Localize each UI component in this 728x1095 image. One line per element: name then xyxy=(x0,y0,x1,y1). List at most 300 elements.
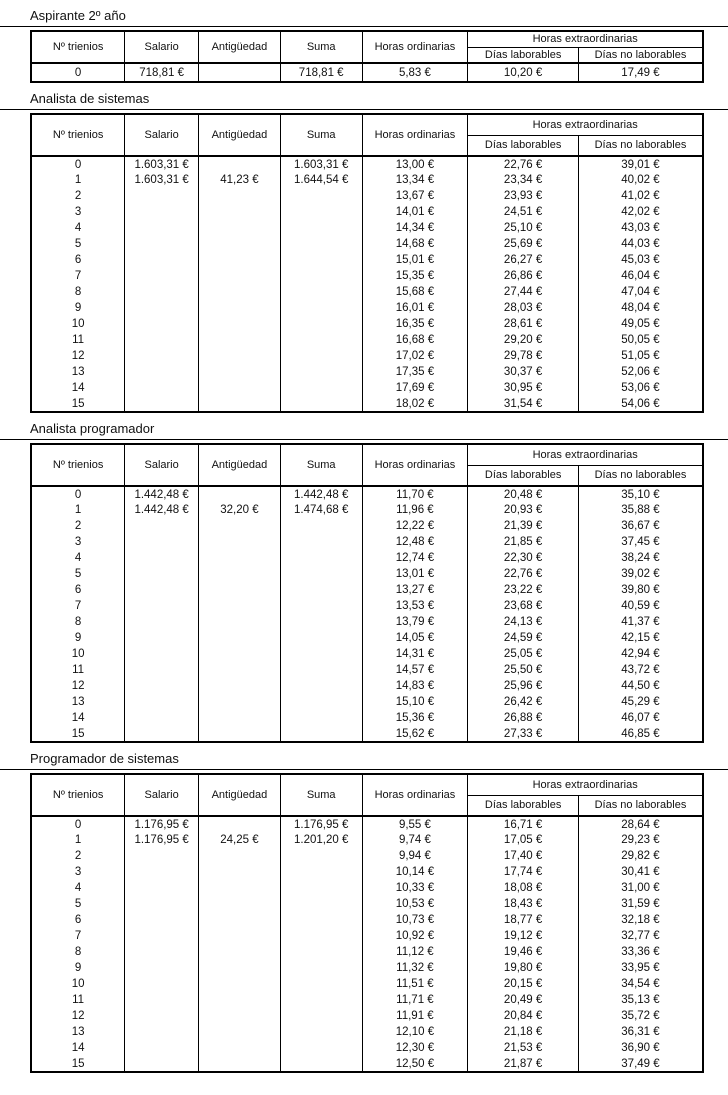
table-cell: 15,36 € xyxy=(362,710,468,726)
table-cell: 46,85 € xyxy=(578,726,703,742)
table-row xyxy=(31,534,703,550)
table-cell xyxy=(125,188,199,204)
table-cell: 8 xyxy=(31,614,125,630)
table-cell: 12,22 € xyxy=(362,518,468,534)
table-cell xyxy=(199,534,281,550)
col-header-salario: Salario xyxy=(125,31,199,63)
col-header-dias-no-laborables: Días no laborables xyxy=(578,795,703,816)
table-cell xyxy=(125,204,199,220)
table-cell: 34,54 € xyxy=(578,976,703,992)
table-body xyxy=(31,816,703,1072)
table-cell xyxy=(125,614,199,630)
table-cell: 27,33 € xyxy=(468,726,579,742)
table-cell xyxy=(280,960,362,976)
table-cell: 23,34 € xyxy=(468,172,579,188)
table-header xyxy=(31,444,703,486)
table-cell: 25,96 € xyxy=(468,678,579,694)
table-cell: 2 xyxy=(31,848,125,864)
table-row xyxy=(31,816,703,832)
table-cell: 11,32 € xyxy=(362,960,468,976)
table-cell: 17,02 € xyxy=(362,348,468,364)
table-body xyxy=(31,156,703,412)
table-cell: 10,33 € xyxy=(362,880,468,896)
table-row xyxy=(31,694,703,710)
table-cell: 45,03 € xyxy=(578,252,703,268)
table-cell xyxy=(199,332,281,348)
table-cell xyxy=(125,566,199,582)
table-wrapper xyxy=(0,27,728,83)
table-cell xyxy=(280,566,362,582)
table-cell: 31,00 € xyxy=(578,880,703,896)
table-row xyxy=(31,1056,703,1072)
table-cell: 26,88 € xyxy=(468,710,579,726)
table-cell: 1.442,48 € xyxy=(125,502,199,518)
table-cell: 5 xyxy=(31,236,125,252)
table-cell: 13,67 € xyxy=(362,188,468,204)
table-cell: 2 xyxy=(31,188,125,204)
table-row xyxy=(31,614,703,630)
table-cell xyxy=(199,396,281,412)
table-cell: 28,64 € xyxy=(578,816,703,832)
col-header-horas-ordinarias: Horas ordinarias xyxy=(362,31,468,63)
table-cell: 13,53 € xyxy=(362,598,468,614)
table-cell: 7 xyxy=(31,928,125,944)
table-cell: 33,95 € xyxy=(578,960,703,976)
sections-container xyxy=(0,6,728,1073)
table-cell: 18,43 € xyxy=(468,896,579,912)
table-row xyxy=(31,880,703,896)
table-cell: 14,83 € xyxy=(362,678,468,694)
table-cell xyxy=(199,268,281,284)
table-cell xyxy=(280,204,362,220)
table-cell xyxy=(125,268,199,284)
table-cell: 39,01 € xyxy=(578,156,703,172)
table-cell: 44,50 € xyxy=(578,678,703,694)
table-cell xyxy=(125,582,199,598)
col-group-horas-extraordinarias: Horas extraordinarias xyxy=(468,31,703,47)
table-cell xyxy=(199,944,281,960)
table-cell: 10 xyxy=(31,316,125,332)
table-cell: 16,35 € xyxy=(362,316,468,332)
table-cell: 11 xyxy=(31,662,125,678)
table-cell: 1 xyxy=(31,832,125,848)
table-cell: 1.603,31 € xyxy=(125,156,199,172)
table-cell: 32,77 € xyxy=(578,928,703,944)
table-cell xyxy=(199,598,281,614)
table-row xyxy=(31,550,703,566)
table-cell xyxy=(199,614,281,630)
table-cell: 16,71 € xyxy=(468,816,579,832)
table-cell xyxy=(199,204,281,220)
table-cell: 51,05 € xyxy=(578,348,703,364)
table-cell xyxy=(199,220,281,236)
table-cell: 39,80 € xyxy=(578,582,703,598)
table-cell: 46,04 € xyxy=(578,268,703,284)
table-row xyxy=(31,944,703,960)
table-cell: 11 xyxy=(31,992,125,1008)
table-cell xyxy=(280,598,362,614)
col-header-suma: Suma xyxy=(280,774,362,816)
table-cell xyxy=(125,1056,199,1072)
table-row xyxy=(31,172,703,188)
table-cell xyxy=(125,630,199,646)
table-cell: 9,94 € xyxy=(362,848,468,864)
table-cell xyxy=(125,662,199,678)
table-cell: 36,31 € xyxy=(578,1024,703,1040)
table-cell: 43,03 € xyxy=(578,220,703,236)
table-cell: 48,04 € xyxy=(578,300,703,316)
table-row xyxy=(31,582,703,598)
table-cell xyxy=(125,864,199,880)
table-cell xyxy=(199,1056,281,1072)
col-header-suma: Suma xyxy=(280,114,362,156)
table-row xyxy=(31,646,703,662)
table-row xyxy=(31,976,703,992)
table-cell: 10,20 € xyxy=(468,63,579,82)
table-cell: 10,14 € xyxy=(362,864,468,880)
table-cell xyxy=(199,1024,281,1040)
table-cell xyxy=(280,630,362,646)
table-row xyxy=(31,204,703,220)
table-cell xyxy=(125,550,199,566)
table-cell: 43,72 € xyxy=(578,662,703,678)
table-cell xyxy=(280,646,362,662)
table-cell xyxy=(199,582,281,598)
col-header-antiguedad: Antigüedad xyxy=(199,444,281,486)
table-cell: 12,74 € xyxy=(362,550,468,566)
salary-table xyxy=(30,773,704,1073)
table-cell: 9 xyxy=(31,630,125,646)
table-cell: 16,01 € xyxy=(362,300,468,316)
table-cell: 22,76 € xyxy=(468,156,579,172)
table-cell: 4 xyxy=(31,550,125,566)
table-cell xyxy=(280,710,362,726)
table-cell: 22,76 € xyxy=(468,566,579,582)
table-cell: 7 xyxy=(31,598,125,614)
table-cell: 26,42 € xyxy=(468,694,579,710)
table-cell: 15 xyxy=(31,1056,125,1072)
table-row xyxy=(31,678,703,694)
col-header-suma: Suma xyxy=(280,444,362,486)
table-cell: 37,49 € xyxy=(578,1056,703,1072)
table-cell xyxy=(125,518,199,534)
table-cell: 24,59 € xyxy=(468,630,579,646)
table-cell: 30,37 € xyxy=(468,364,579,380)
table-row xyxy=(31,960,703,976)
table-cell: 1.442,48 € xyxy=(125,486,199,502)
table-cell xyxy=(199,896,281,912)
table-cell xyxy=(280,268,362,284)
table-row xyxy=(31,268,703,284)
col-header-trienios: Nº trienios xyxy=(31,774,125,816)
table-cell xyxy=(125,300,199,316)
table-row xyxy=(31,1024,703,1040)
section-title: Aspirante 2º año xyxy=(0,6,728,27)
table-header xyxy=(31,774,703,816)
table-cell: 9,74 € xyxy=(362,832,468,848)
table-row xyxy=(31,316,703,332)
table-row xyxy=(31,566,703,582)
table-cell xyxy=(199,678,281,694)
table-cell: 21,87 € xyxy=(468,1056,579,1072)
table-cell xyxy=(199,252,281,268)
table-cell: 20,84 € xyxy=(468,1008,579,1024)
table-cell: 24,13 € xyxy=(468,614,579,630)
col-header-dias-laborables: Días laborables xyxy=(468,465,579,486)
table-cell: 11 xyxy=(31,332,125,348)
table-cell: 13 xyxy=(31,694,125,710)
table-header xyxy=(31,114,703,156)
table-cell: 35,72 € xyxy=(578,1008,703,1024)
table-cell: 23,22 € xyxy=(468,582,579,598)
table-cell: 2 xyxy=(31,518,125,534)
table-cell xyxy=(125,236,199,252)
col-header-trienios: Nº trienios xyxy=(31,114,125,156)
col-header-antiguedad: Antigüedad xyxy=(199,774,281,816)
col-header-horas-ordinarias: Horas ordinarias xyxy=(362,774,468,816)
table-cell: 3 xyxy=(31,864,125,880)
salary-section xyxy=(0,6,728,83)
table-cell xyxy=(280,1024,362,1040)
table-cell xyxy=(280,694,362,710)
table-row xyxy=(31,380,703,396)
table-cell: 25,10 € xyxy=(468,220,579,236)
table-cell xyxy=(280,188,362,204)
col-header-salario: Salario xyxy=(125,444,199,486)
table-cell: 20,15 € xyxy=(468,976,579,992)
col-header-salario: Salario xyxy=(125,114,199,156)
table-cell: 20,48 € xyxy=(468,486,579,502)
table-cell: 15 xyxy=(31,726,125,742)
table-cell: 53,06 € xyxy=(578,380,703,396)
table-cell: 28,61 € xyxy=(468,316,579,332)
table-cell: 35,13 € xyxy=(578,992,703,1008)
table-cell xyxy=(199,646,281,662)
table-cell xyxy=(280,614,362,630)
table-cell xyxy=(280,662,362,678)
table-cell: 13,01 € xyxy=(362,566,468,582)
table-cell: 10,53 € xyxy=(362,896,468,912)
table-cell xyxy=(199,960,281,976)
table-cell: 6 xyxy=(31,252,125,268)
table-cell xyxy=(199,300,281,316)
table-cell xyxy=(125,1008,199,1024)
table-cell: 32,20 € xyxy=(199,502,281,518)
table-cell xyxy=(280,300,362,316)
table-cell: 10 xyxy=(31,646,125,662)
table-cell: 50,05 € xyxy=(578,332,703,348)
table-row xyxy=(31,518,703,534)
table-cell: 42,02 € xyxy=(578,204,703,220)
table-cell xyxy=(280,380,362,396)
table-cell: 15,01 € xyxy=(362,252,468,268)
table-cell xyxy=(125,364,199,380)
header-row-top xyxy=(31,114,703,135)
table-cell xyxy=(125,380,199,396)
table-cell: 8 xyxy=(31,944,125,960)
table-cell: 15,35 € xyxy=(362,268,468,284)
table-cell xyxy=(199,848,281,864)
table-cell xyxy=(199,816,281,832)
table-row xyxy=(31,332,703,348)
table-cell: 41,37 € xyxy=(578,614,703,630)
table-cell xyxy=(125,694,199,710)
table-cell: 1.603,31 € xyxy=(280,156,362,172)
table-row xyxy=(31,63,703,82)
table-cell: 1.603,31 € xyxy=(125,172,199,188)
table-cell: 718,81 € xyxy=(125,63,199,82)
col-header-dias-no-laborables: Días no laborables xyxy=(578,135,703,156)
table-cell: 0 xyxy=(31,486,125,502)
table-cell: 41,02 € xyxy=(578,188,703,204)
table-cell xyxy=(280,582,362,598)
table-cell xyxy=(199,710,281,726)
table-cell xyxy=(199,662,281,678)
table-cell: 19,80 € xyxy=(468,960,579,976)
table-cell xyxy=(125,726,199,742)
table-body xyxy=(31,486,703,742)
table-cell: 15,68 € xyxy=(362,284,468,300)
table-cell: 5 xyxy=(31,566,125,582)
table-cell: 17,40 € xyxy=(468,848,579,864)
table-cell: 13,34 € xyxy=(362,172,468,188)
table-cell: 37,45 € xyxy=(578,534,703,550)
table-cell: 17,74 € xyxy=(468,864,579,880)
col-group-horas-extraordinarias: Horas extraordinarias xyxy=(468,114,703,135)
table-cell xyxy=(199,550,281,566)
table-row xyxy=(31,252,703,268)
table-cell xyxy=(125,992,199,1008)
table-cell: 14,31 € xyxy=(362,646,468,662)
table-cell: 14 xyxy=(31,710,125,726)
table-cell: 36,67 € xyxy=(578,518,703,534)
table-cell: 1 xyxy=(31,502,125,518)
table-cell: 33,36 € xyxy=(578,944,703,960)
table-cell: 32,18 € xyxy=(578,912,703,928)
col-header-dias-laborables: Días laborables xyxy=(468,795,579,816)
salary-section xyxy=(0,419,728,743)
table-cell xyxy=(280,976,362,992)
table-row xyxy=(31,300,703,316)
table-cell: 21,85 € xyxy=(468,534,579,550)
table-cell xyxy=(199,1008,281,1024)
table-row xyxy=(31,188,703,204)
table-cell: 14,57 € xyxy=(362,662,468,678)
table-row xyxy=(31,156,703,172)
table-cell: 12 xyxy=(31,348,125,364)
table-cell xyxy=(125,976,199,992)
table-cell: 5,83 € xyxy=(362,63,468,82)
table-cell xyxy=(280,864,362,880)
table-cell: 21,18 € xyxy=(468,1024,579,1040)
table-cell: 42,94 € xyxy=(578,646,703,662)
table-cell xyxy=(199,566,281,582)
table-cell: 9 xyxy=(31,960,125,976)
table-cell: 7 xyxy=(31,268,125,284)
table-cell: 39,02 € xyxy=(578,566,703,582)
table-cell xyxy=(199,864,281,880)
table-cell xyxy=(199,928,281,944)
table-cell xyxy=(199,316,281,332)
table-cell: 21,39 € xyxy=(468,518,579,534)
table-cell: 1.176,95 € xyxy=(125,816,199,832)
table-cell: 23,68 € xyxy=(468,598,579,614)
col-header-salario: Salario xyxy=(125,774,199,816)
table-cell xyxy=(280,678,362,694)
table-cell xyxy=(280,1040,362,1056)
table-cell xyxy=(125,332,199,348)
col-header-trienios: Nº trienios xyxy=(31,444,125,486)
header-row-top xyxy=(31,444,703,465)
table-cell: 4 xyxy=(31,880,125,896)
table-cell: 29,20 € xyxy=(468,332,579,348)
table-cell: 13 xyxy=(31,364,125,380)
table-cell: 29,78 € xyxy=(468,348,579,364)
table-cell xyxy=(199,912,281,928)
table-cell xyxy=(199,284,281,300)
salary-table xyxy=(30,30,704,83)
table-cell: 16,68 € xyxy=(362,332,468,348)
table-cell xyxy=(199,518,281,534)
table-cell: 1.644,54 € xyxy=(280,172,362,188)
table-cell: 28,03 € xyxy=(468,300,579,316)
table-cell: 25,05 € xyxy=(468,646,579,662)
table-cell: 31,54 € xyxy=(468,396,579,412)
table-cell xyxy=(280,364,362,380)
table-cell: 15,10 € xyxy=(362,694,468,710)
table-cell xyxy=(199,188,281,204)
table-cell: 25,50 € xyxy=(468,662,579,678)
table-row xyxy=(31,710,703,726)
table-row xyxy=(31,928,703,944)
col-header-dias-laborables: Días laborables xyxy=(468,47,579,63)
table-cell: 12,48 € xyxy=(362,534,468,550)
table-cell: 14 xyxy=(31,1040,125,1056)
table-cell: 11,51 € xyxy=(362,976,468,992)
table-cell xyxy=(199,630,281,646)
col-header-horas-ordinarias: Horas ordinarias xyxy=(362,114,468,156)
section-title: Analista programador xyxy=(0,419,728,440)
table-cell xyxy=(125,880,199,896)
table-cell: 18,02 € xyxy=(362,396,468,412)
table-cell: 46,07 € xyxy=(578,710,703,726)
table-row xyxy=(31,992,703,1008)
table-cell xyxy=(280,848,362,864)
table-cell xyxy=(125,252,199,268)
table-cell xyxy=(199,726,281,742)
table-cell: 11,70 € xyxy=(362,486,468,502)
salary-section xyxy=(0,749,728,1073)
table-cell xyxy=(199,364,281,380)
table-row xyxy=(31,396,703,412)
table-cell: 26,86 € xyxy=(468,268,579,284)
table-wrapper xyxy=(0,770,728,1073)
table-cell: 9 xyxy=(31,300,125,316)
table-cell: 13,00 € xyxy=(362,156,468,172)
col-header-antiguedad: Antigüedad xyxy=(199,31,281,63)
table-cell xyxy=(125,1024,199,1040)
table-cell: 14,68 € xyxy=(362,236,468,252)
table-cell: 6 xyxy=(31,912,125,928)
table-cell: 25,69 € xyxy=(468,236,579,252)
table-cell: 41,23 € xyxy=(199,172,281,188)
table-cell xyxy=(125,534,199,550)
table-cell: 36,90 € xyxy=(578,1040,703,1056)
table-cell xyxy=(280,252,362,268)
table-row xyxy=(31,912,703,928)
table-cell xyxy=(125,678,199,694)
table-cell: 14,05 € xyxy=(362,630,468,646)
